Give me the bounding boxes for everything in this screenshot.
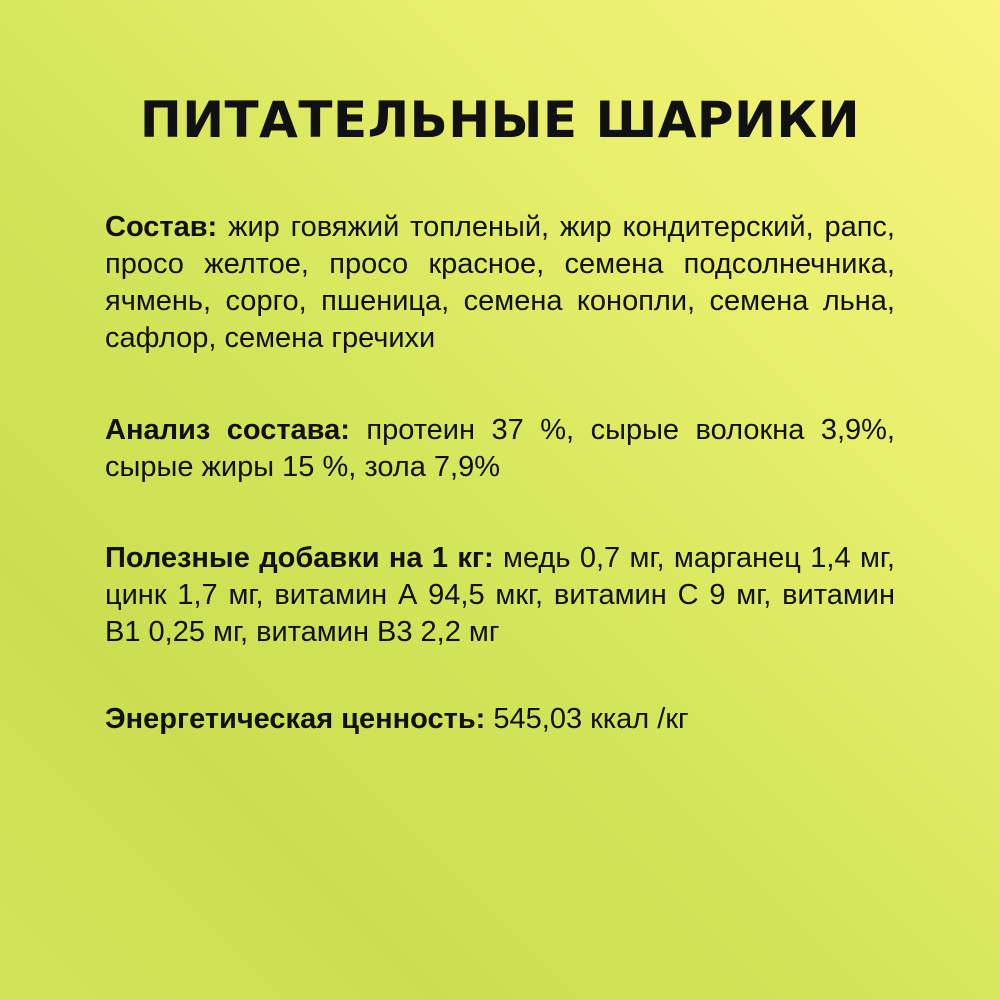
additives-label: Полезные добавки на 1 кг: xyxy=(105,542,494,574)
page-title: ПИТАТЕЛЬНЫЕ ШАРИКИ xyxy=(139,91,861,149)
energy-section xyxy=(105,701,895,738)
composition-text: жир говяжий топленый, жир кондитерский, рапс, просо желтое, просо красное, семена подсолнечника, ячмень, сорго, пшеница, семена конопли, семена льна, сафлор, семена гречихи xyxy=(105,211,895,354)
energy-text: 545,03 ккал /кг xyxy=(485,703,689,735)
additives-text: медь 0,7 мг, марганец 1,4 мг, цинк 1,7 мг, витамин А 94,5 мкг, витамин С 9 мг, витамин В1 0,25 мг, витамин В3 2,2 мг xyxy=(105,542,895,648)
composition-section xyxy=(105,209,895,357)
analysis-text: протеин 37 %, сырые волокна 3,9%, сырые жиры 15 %, зола 7,9% xyxy=(105,414,895,483)
energy-label: Энергетическая ценность: xyxy=(105,703,486,735)
analysis-label: Анализ состава: xyxy=(105,414,350,446)
composition-label: Состав: xyxy=(105,211,218,243)
analysis-section xyxy=(105,412,895,486)
additives-section xyxy=(105,540,895,651)
